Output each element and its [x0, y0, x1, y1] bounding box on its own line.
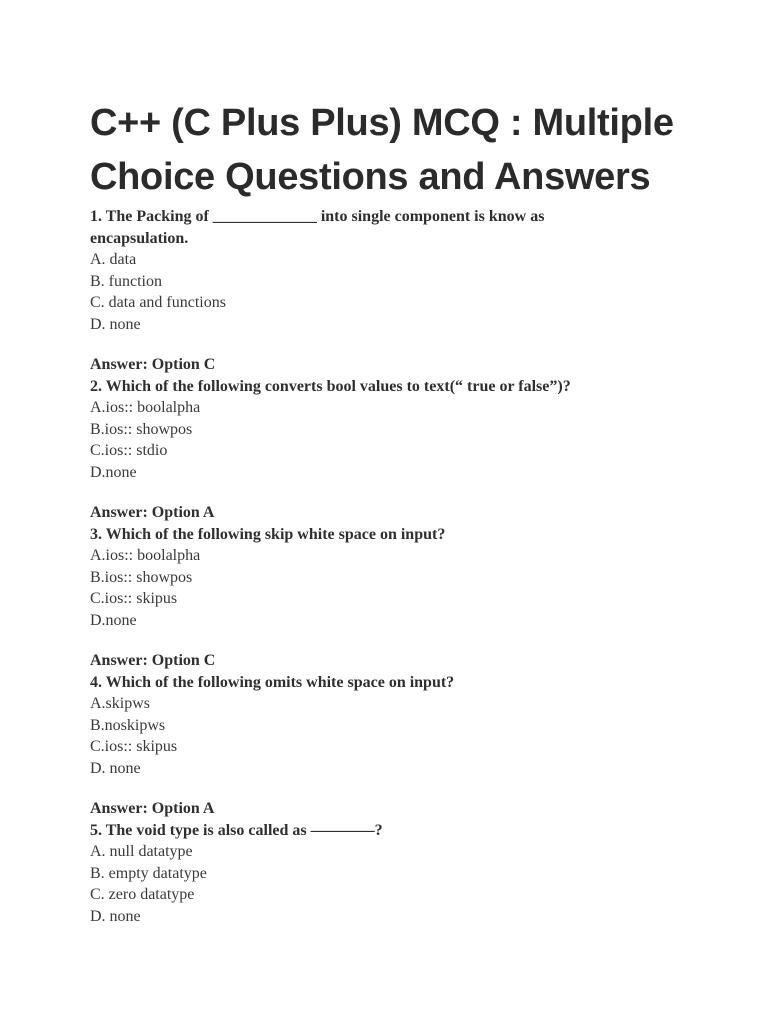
- option-a: A.skipws: [90, 695, 151, 712]
- question-4: [90, 672, 730, 820]
- option-b: B. function: [90, 272, 162, 290]
- answer-line: Answer: Option A: [90, 504, 215, 521]
- option-c: C.ios:: skipus: [90, 738, 178, 755]
- option-b: B.ios:: showpos: [90, 568, 193, 586]
- answer-line: Answer: Option A: [90, 800, 215, 817]
- question-2: [90, 376, 730, 524]
- page-title: [90, 96, 730, 204]
- question-text: 3. Which of the following skip white space on input?: [90, 525, 446, 543]
- option-d: D. none: [90, 315, 141, 333]
- option-a: A. data: [90, 251, 137, 268]
- option-d: D.none: [90, 463, 137, 481]
- title-line-2: Choice Questions and Answers: [90, 156, 651, 198]
- question-text: 4. Which of the following omits white space on input?: [90, 673, 455, 691]
- option-a: A. null datatype: [90, 843, 193, 860]
- document-page: [90, 96, 730, 927]
- option-a: A.ios:: boolalpha: [90, 547, 201, 564]
- option-d: D. none: [90, 759, 141, 777]
- option-d: D.none: [90, 611, 137, 629]
- title-line-1: C++ (C Plus Plus) MCQ : Multiple: [90, 102, 674, 144]
- option-c: C. zero datatype: [90, 886, 195, 903]
- question-1: [90, 206, 730, 376]
- question-text: 2. Which of the following converts bool values to text(“ true or false”)?: [90, 377, 571, 395]
- question-3: [90, 524, 730, 672]
- option-c: C.ios:: skipus: [90, 590, 178, 607]
- option-b: B.ios:: showpos: [90, 420, 193, 438]
- option-a: A.ios:: boolalpha: [90, 399, 201, 416]
- answer-line: Answer: Option C: [90, 652, 216, 669]
- option-c: C.ios:: stdio: [90, 442, 168, 459]
- question-list: [90, 206, 730, 927]
- question-5: [90, 820, 730, 928]
- option-b: B. empty datatype: [90, 864, 207, 882]
- option-d: D. none: [90, 907, 141, 925]
- question-text: 1. The Packing of _____________ into single component is know as: [90, 208, 545, 225]
- question-text-continued: encapsulation.: [90, 229, 189, 247]
- option-b: B.noskipws: [90, 716, 166, 734]
- option-c: C. data and functions: [90, 294, 226, 311]
- question-text: 5. The void type is also called as ————?: [90, 821, 383, 839]
- answer-line: Answer: Option C: [90, 356, 216, 373]
